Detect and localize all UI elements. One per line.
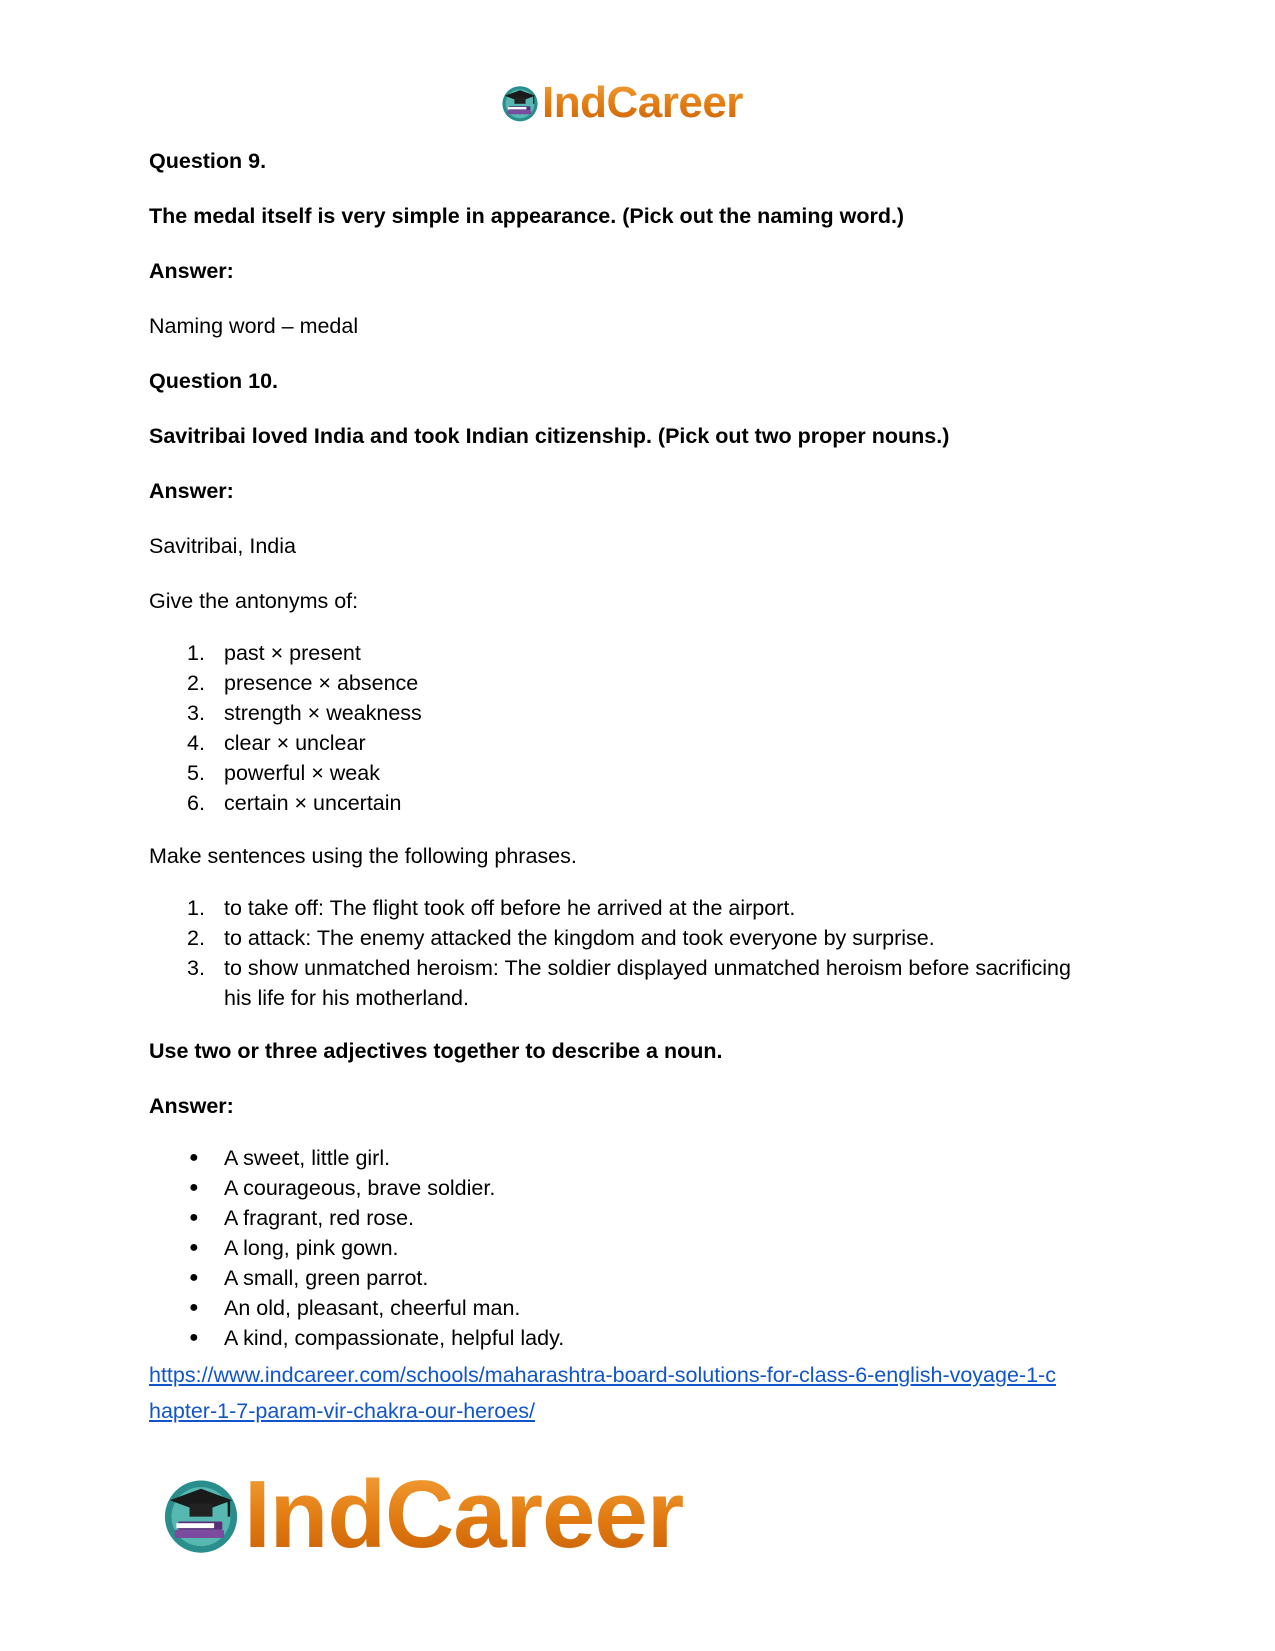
header-logo <box>500 78 743 128</box>
list-item: 1. to take off: The flight took off before he arrived at the airport. <box>187 896 796 920</box>
list-item: 4. clear × unclear <box>187 731 366 755</box>
list-item: 3. strength × weakness <box>187 701 422 725</box>
list-item: ● A kind, compassionate, helpful lady. <box>189 1326 565 1350</box>
list-item: ● A small, green parrot. <box>189 1266 429 1290</box>
list-item: 6. certain × uncertain <box>187 791 402 815</box>
list-item: 2. to attack: The enemy attacked the kingdom and took everyone by surprise. <box>187 926 935 950</box>
phrases-list <box>149 893 1139 1013</box>
question-10-answer: Savitribai, India <box>149 534 296 558</box>
phrases-intro: Make sentences using the following phrases. <box>149 844 577 868</box>
list-item: ● An old, pleasant, cheerful man. <box>189 1296 521 1320</box>
adjectives-list <box>149 1143 1139 1353</box>
document-body <box>149 146 1139 1429</box>
antonyms-intro: Give the antonyms of: <box>149 589 359 613</box>
footer-logo <box>160 1461 684 1568</box>
question-9-text: The medal itself is very simple in appearance. (Pick out the naming word.) <box>149 204 905 228</box>
antonyms-list <box>149 638 1139 818</box>
source-link-line-1[interactable]: https://www.indcareer.com/schools/maharashtra-board-solutions-for-class-6-english-voyage-1-c <box>149 1363 1056 1387</box>
graduation-cap-books-icon <box>500 83 540 123</box>
source-link[interactable] <box>149 1357 1139 1429</box>
question-9-title: Question 9. <box>149 149 267 173</box>
list-item: ● A courageous, brave soldier. <box>189 1176 496 1200</box>
list-item: 5. powerful × weak <box>187 761 380 785</box>
list-item: ● A fragrant, red rose. <box>189 1206 415 1230</box>
adjectives-answer-label: Answer: <box>149 1094 234 1118</box>
list-item: ● A sweet, little girl. <box>189 1146 391 1170</box>
graduation-cap-books-icon <box>160 1474 242 1556</box>
question-10-title: Question 10. <box>149 369 279 393</box>
list-item: 2. presence × absence <box>187 671 419 695</box>
list-item: ● A long, pink gown. <box>189 1236 399 1260</box>
question-10-text: Savitribai loved India and took Indian citizenship. (Pick out two proper nouns.) <box>149 424 950 448</box>
list-item: 1. past × present <box>187 641 361 665</box>
question-10-answer-label: Answer: <box>149 479 234 503</box>
adjectives-question: Use two or three adjectives together to describe a noun. <box>149 1039 723 1063</box>
brand-name: IndCareer <box>542 78 743 127</box>
list-item: 3. to show unmatched heroism: The soldier displayed unmatched heroism before sacrificing his life for his motherland. <box>187 956 1071 1010</box>
source-link-line-2[interactable]: hapter-1-7-param-vir-chakra-our-heroes/ <box>149 1399 535 1423</box>
question-9-answer-label: Answer: <box>149 259 234 283</box>
question-9-answer: Naming word – medal <box>149 314 359 338</box>
brand-name: IndCareer <box>244 1461 684 1568</box>
